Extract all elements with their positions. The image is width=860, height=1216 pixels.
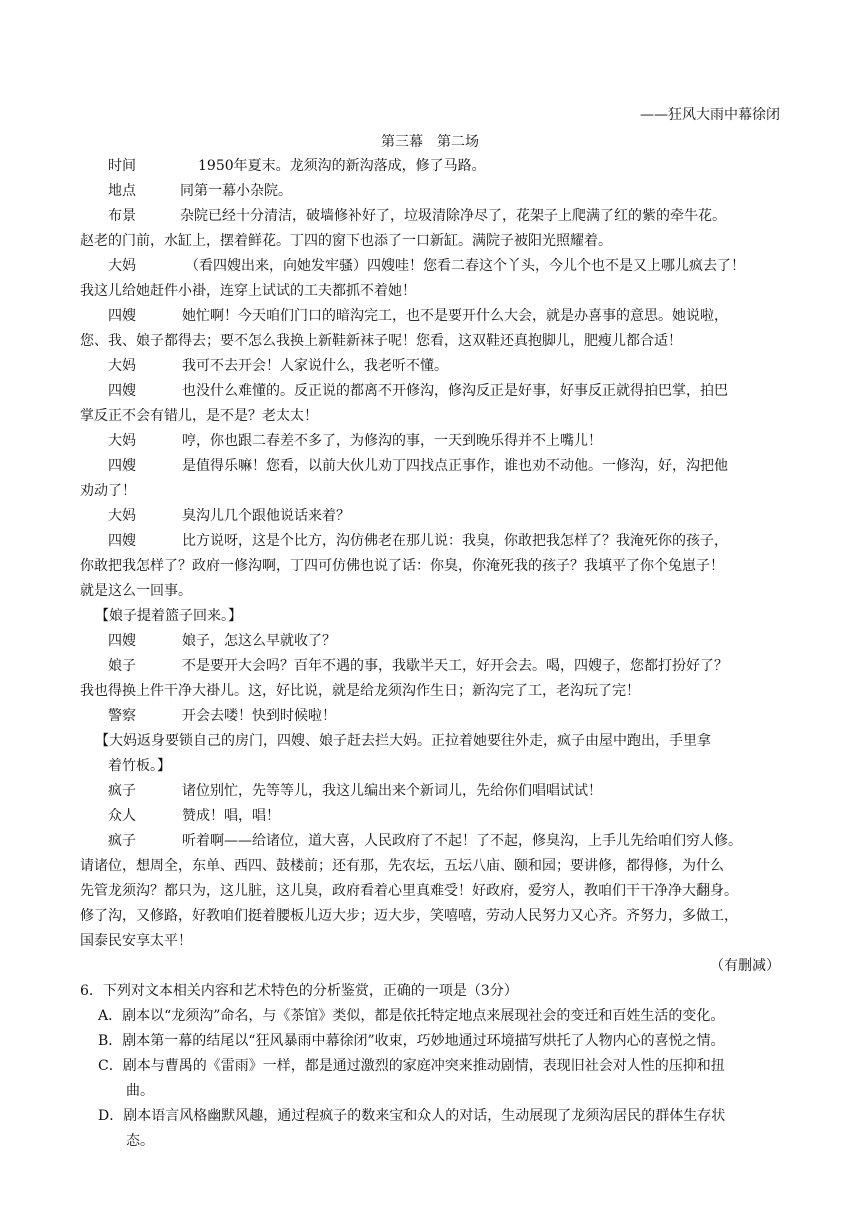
option-d: D．剧本语言风格幽默风趣，通过程疯子的数来宝和众人的对话，生动展现了龙须沟居民的群体生存状 (98, 1108, 726, 1124)
dialogue-line: 赞成！唱，唱！ (182, 808, 280, 824)
dialogue-line: 国泰民安享太平！ (80, 933, 192, 949)
speaker: 四嫂 (108, 633, 136, 649)
dialogue-line: 不是要开大会吗？百年不遇的事，我歇半天工，好开会去。喝，四嫂子，您都打扮好了？ (182, 658, 728, 674)
option-b: B．剧本第一幕的结尾以“狂风暴雨中幕徐闭”收束，巧妙地通过环境描写烘托了人物内心的喜悦之情。 (98, 1033, 725, 1049)
option-c: C．剧本与曹禺的《雷雨》一样，都是通过激烈的家庭冲突来推动剧情，表现旧社会对人性的压抑和扭 (98, 1058, 725, 1074)
dialogue-line: 是值得乐嘛！您看，以前大伙儿劝丁四找点正事作，谁也劝不动他。一修沟，好，沟把他 (182, 458, 728, 474)
dialogue-line: 您、我、娘子都得去；要不怎么我换上新鞋新袜子呢！您看，这双鞋还真抱脚儿，肥瘦儿都合适！ (80, 333, 682, 349)
speaker: 疯子 (108, 833, 136, 849)
set-line-2: 赵老的门前，水缸上，摆着鲜花。丁四的窗下也添了一口新缸。满院子被阳光照耀着。 (80, 233, 612, 249)
speaker: 大妈 (108, 258, 136, 274)
dialogue-line: 比方说呀，这是个比方，沟仿佛老在那儿说：我臭，你敢把我怎样了？我淹死你的孩子， (182, 533, 728, 549)
dialogue-line: 臭沟儿几个跟他说话来着？ (182, 508, 350, 524)
speaker: 大妈 (108, 508, 136, 524)
dialogue-line: 听着啊——给诸位，道大喜，人民政府了不起！了不起，修臭沟，上手儿先给咱们穷人修。 (182, 833, 742, 849)
dialogue-line: 就是这么一回事。 (80, 583, 192, 599)
dialogue-line: 修了沟，又修路，好教咱们挺着腰板儿迈大步；迈大步，笑嘻嘻，劳动人民努力又心齐。齐努力，多做工， (80, 908, 738, 924)
option-d-cont: 态。 (126, 1133, 154, 1149)
dialogue-line: 我这儿给她赶件小褂，连穿上试试的工夫都抓不着她！ (80, 283, 416, 299)
dialogue-line: 她忙啊！今天咱们门口的暗沟完工，也不是要开什么大会，就是办喜事的意思。她说啦， (182, 308, 728, 324)
speaker: 四嫂 (108, 308, 136, 324)
curtain-end-line: ——狂风大雨中幕徐闭 (640, 107, 780, 123)
dialogue-line: 开会去喽！快到时候啦！ (182, 708, 336, 724)
stage-direction: 【大妈返身要锁自己的房门，四嫂、娘子赶去拦大妈。正拉着她要往外走，疯子由屋中跑出，手里拿 (95, 733, 711, 749)
time-label: 时间 (108, 158, 136, 174)
speaker: 警察 (108, 708, 136, 724)
dialogue-line: 你敢把我怎样了？政府一修沟啊，丁四可仿佛也说了话：你臭，你淹死我的孩子？我填平了你个兔崽子！ (80, 558, 724, 574)
dialogue-line: 掌反正不会有错儿，是不是？老太太！ (80, 408, 318, 424)
speaker: 疯子 (108, 783, 136, 799)
dialogue-line: 劝动了！ (80, 483, 136, 499)
place-label: 地点 (108, 183, 136, 199)
dialogue-line: 请诸位，想周全，东单、西四、鼓楼前；还有那，先农坛，五坛八庙、颐和园；要讲修，都得修，为什么 (80, 858, 724, 874)
speaker: 娘子 (108, 658, 136, 674)
speaker: 四嫂 (108, 533, 136, 549)
set-label: 布景 (108, 208, 136, 224)
speaker: 众人 (108, 808, 136, 824)
stage-direction: 着竹板。】 (108, 758, 171, 774)
dialogue-line: 哼，你也跟二春差不多了，为修沟的事，一天到晚乐得并不上嘴儿！ (182, 433, 602, 449)
dialogue-line: 我也得换上件干净大褂儿。这，好比说，就是给龙须沟作生日；新沟完了工，老沟玩了完！ (80, 683, 640, 699)
scene-title: 第三幕 第二场 (381, 134, 479, 150)
speaker: 四嫂 (108, 458, 136, 474)
speaker: 大妈 (108, 433, 136, 449)
speaker: 大妈 (108, 358, 136, 374)
dialogue-line: 娘子，怎这么早就收了？ (182, 633, 336, 649)
set-line-1: 杂院已经十分清洁，破墙修补好了，垃圾清除净尽了，花架子上爬满了红的紫的牵牛花。 (180, 208, 726, 224)
stage-direction: 【娘子提着篮子回来。】 (95, 608, 242, 624)
dialogue-line: 诸位别忙，先等等儿，我这儿编出来个新词儿，先给你们唱唱试试！ (182, 783, 602, 799)
dialogue-line: 我可不去开会！人家说什么，我老听不懂。 (182, 358, 448, 374)
question-stem: 6．下列对文本相关内容和艺术特色的分析鉴赏，正确的一项是（3分） (80, 983, 518, 999)
abridged-note: （有删减） (710, 958, 780, 974)
time-text: 1950年夏末。龙须沟的新沟落成，修了马路。 (198, 158, 486, 174)
place-text: 同第一幕小杂院。 (180, 183, 292, 199)
speaker: 四嫂 (108, 383, 136, 399)
dialogue-line: 也没什么难懂的。反正说的都离不开修沟，修沟反正是好事，好事反正就得拍巴掌，拍巴 (182, 383, 728, 399)
option-a: A．剧本以“龙须沟”命名，与《茶馆》类似，都是依托特定地点来展现社会的变迁和百姓生活的变化。 (98, 1008, 725, 1024)
dialogue-line: 先管龙须沟？都只为，这儿脏，这儿臭，政府看着心里真难受！好政府，爱穷人，教咱们干干净净大翻身。 (80, 883, 738, 899)
dialogue-line: （看四嫂出来，向她发牢骚）四嫂哇！您看二春这个丫头，今儿个也不是又上哪儿疯去了！ (185, 258, 745, 274)
option-c-cont: 曲。 (126, 1083, 154, 1099)
